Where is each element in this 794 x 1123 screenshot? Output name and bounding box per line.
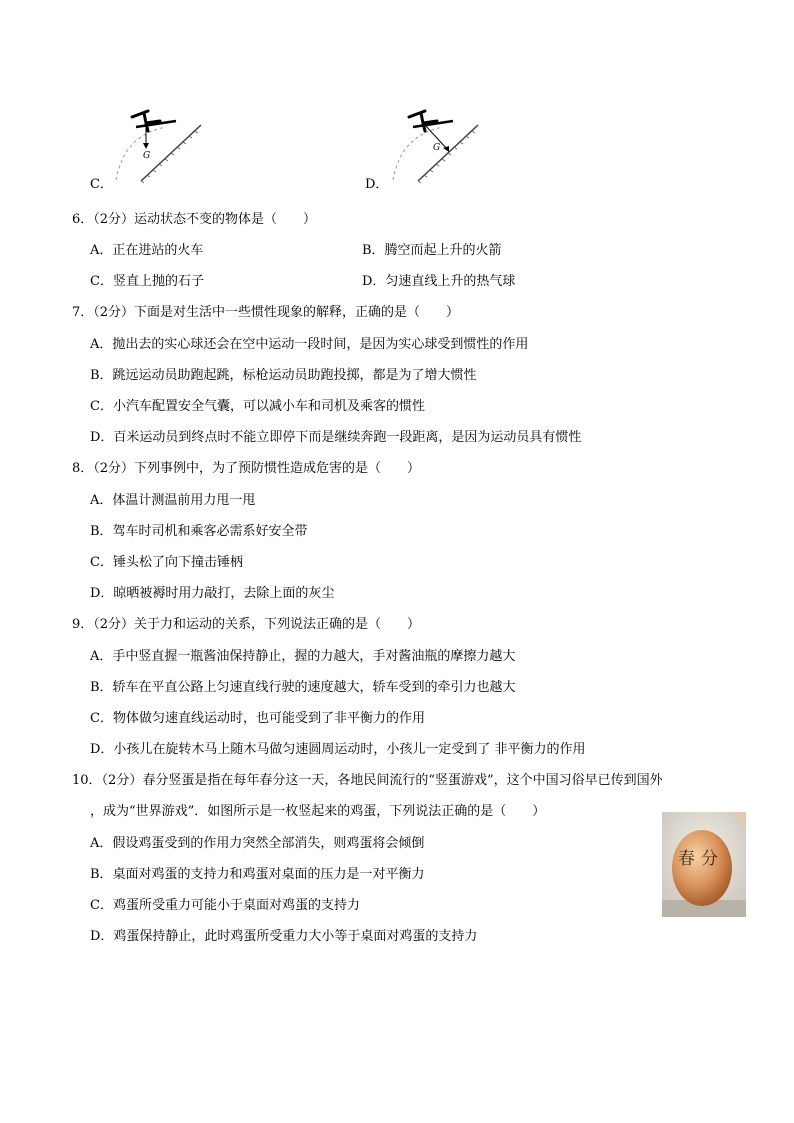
question-6-option-c: C．竖直上抛的石子 xyxy=(90,274,204,289)
question-8-stem: 8．（2分）下列事例中，为了预防惯性造成危害的是（ ） xyxy=(72,461,421,476)
question-9-option-a: A．手中竖直握一瓶酱油保持静止，握的力越大，手对酱油瓶的摩擦力越大 xyxy=(90,649,516,664)
question-7-option-c: C．小汽车配置安全气囊，可以减小车和司机及乘客的惯性 xyxy=(90,399,425,414)
question-10-stem: 10．（2分）春分竖蛋是指在每年春分这一天，各地民间流行的“竖蛋游戏”，这个中国习俗早已传到国外 xyxy=(72,773,663,788)
question-9-option-b: B．轿车在平直公路上匀速直线行驶的速度越大，轿车受到的牵引力也越大 xyxy=(90,680,516,695)
question-9-option-d: D．小孩儿在旋转木马上随木马做匀速圆周运动时，小孩儿一定受到了 非平衡力的作用 xyxy=(90,742,586,757)
question-8-option-a: A．体温计测温前用力甩一甩 xyxy=(90,493,256,508)
question-6-stem: 6．（2分）运动状态不变的物体是（ ） xyxy=(72,212,317,227)
question-10-option-a: A．假设鸡蛋受到的作用力突然全部消失，则鸡蛋将会倾倒 xyxy=(90,836,425,851)
question-10-option-c: C．鸡蛋所受重力可能小于桌面对鸡蛋的支持力 xyxy=(90,898,360,913)
question-7-stem: 7．（2分）下面是对生活中一些惯性现象的解释，正确的是（ ） xyxy=(72,305,460,320)
question-10-stem-continued: ，成为“世界游戏”．如图所示是一枚竖起来的鸡蛋，下列说法正确的是（ ） xyxy=(90,804,546,819)
question-9-option-c: C．物体做匀速直线运动时，也可能受到了非平衡力的作用 xyxy=(90,711,425,726)
standing-egg-image xyxy=(662,812,746,917)
egg-text: 春分 xyxy=(678,849,724,869)
question-9-stem: 9．（2分）关于力和运动的关系，下列说法正确的是（ ） xyxy=(72,617,421,632)
figure-c-label: C． xyxy=(90,177,113,192)
gravity-label: G xyxy=(143,151,151,161)
question-10-option-b: B．桌面对鸡蛋的支持力和鸡蛋对桌面的压力是一对平衡力 xyxy=(90,867,425,882)
question-6-option-b: B．腾空而起上升的火箭 xyxy=(362,243,502,258)
question-8-option-b: B．驾车时司机和乘客必需系好安全带 xyxy=(90,524,308,539)
question-6-option-a: A．正在进站的火车 xyxy=(90,243,204,258)
question-7-option-a: A．抛出去的实心球还会在空中运动一段时间，是因为实心球受到惯性的作用 xyxy=(90,337,529,352)
figure-c xyxy=(86,105,216,190)
question-7-option-d: D．百米运动员到终点时不能立即停下而是继续奔跑一段距离，是因为运动员具有惯性 xyxy=(90,430,582,445)
question-7-option-b: B．跳远运动员助跑起跳，标枪运动员助跑投掷，都是为了增大惯性 xyxy=(90,368,477,383)
question-8-option-c: C．锤头松了向下撞击锤柄 xyxy=(90,555,243,570)
figure-d xyxy=(363,105,493,190)
question-6-option-d: D．匀速直线上升的热气球 xyxy=(362,274,516,289)
question-8-option-d: D．晾晒被褥时用力敲打，去除上面的灰尘 xyxy=(90,586,335,601)
figure-d-label: D． xyxy=(365,177,389,192)
gravity-label: G xyxy=(433,143,441,153)
question-10-option-d: D．鸡蛋保持静止，此时鸡蛋所受重力大小等于桌面对鸡蛋的支持力 xyxy=(90,929,478,944)
